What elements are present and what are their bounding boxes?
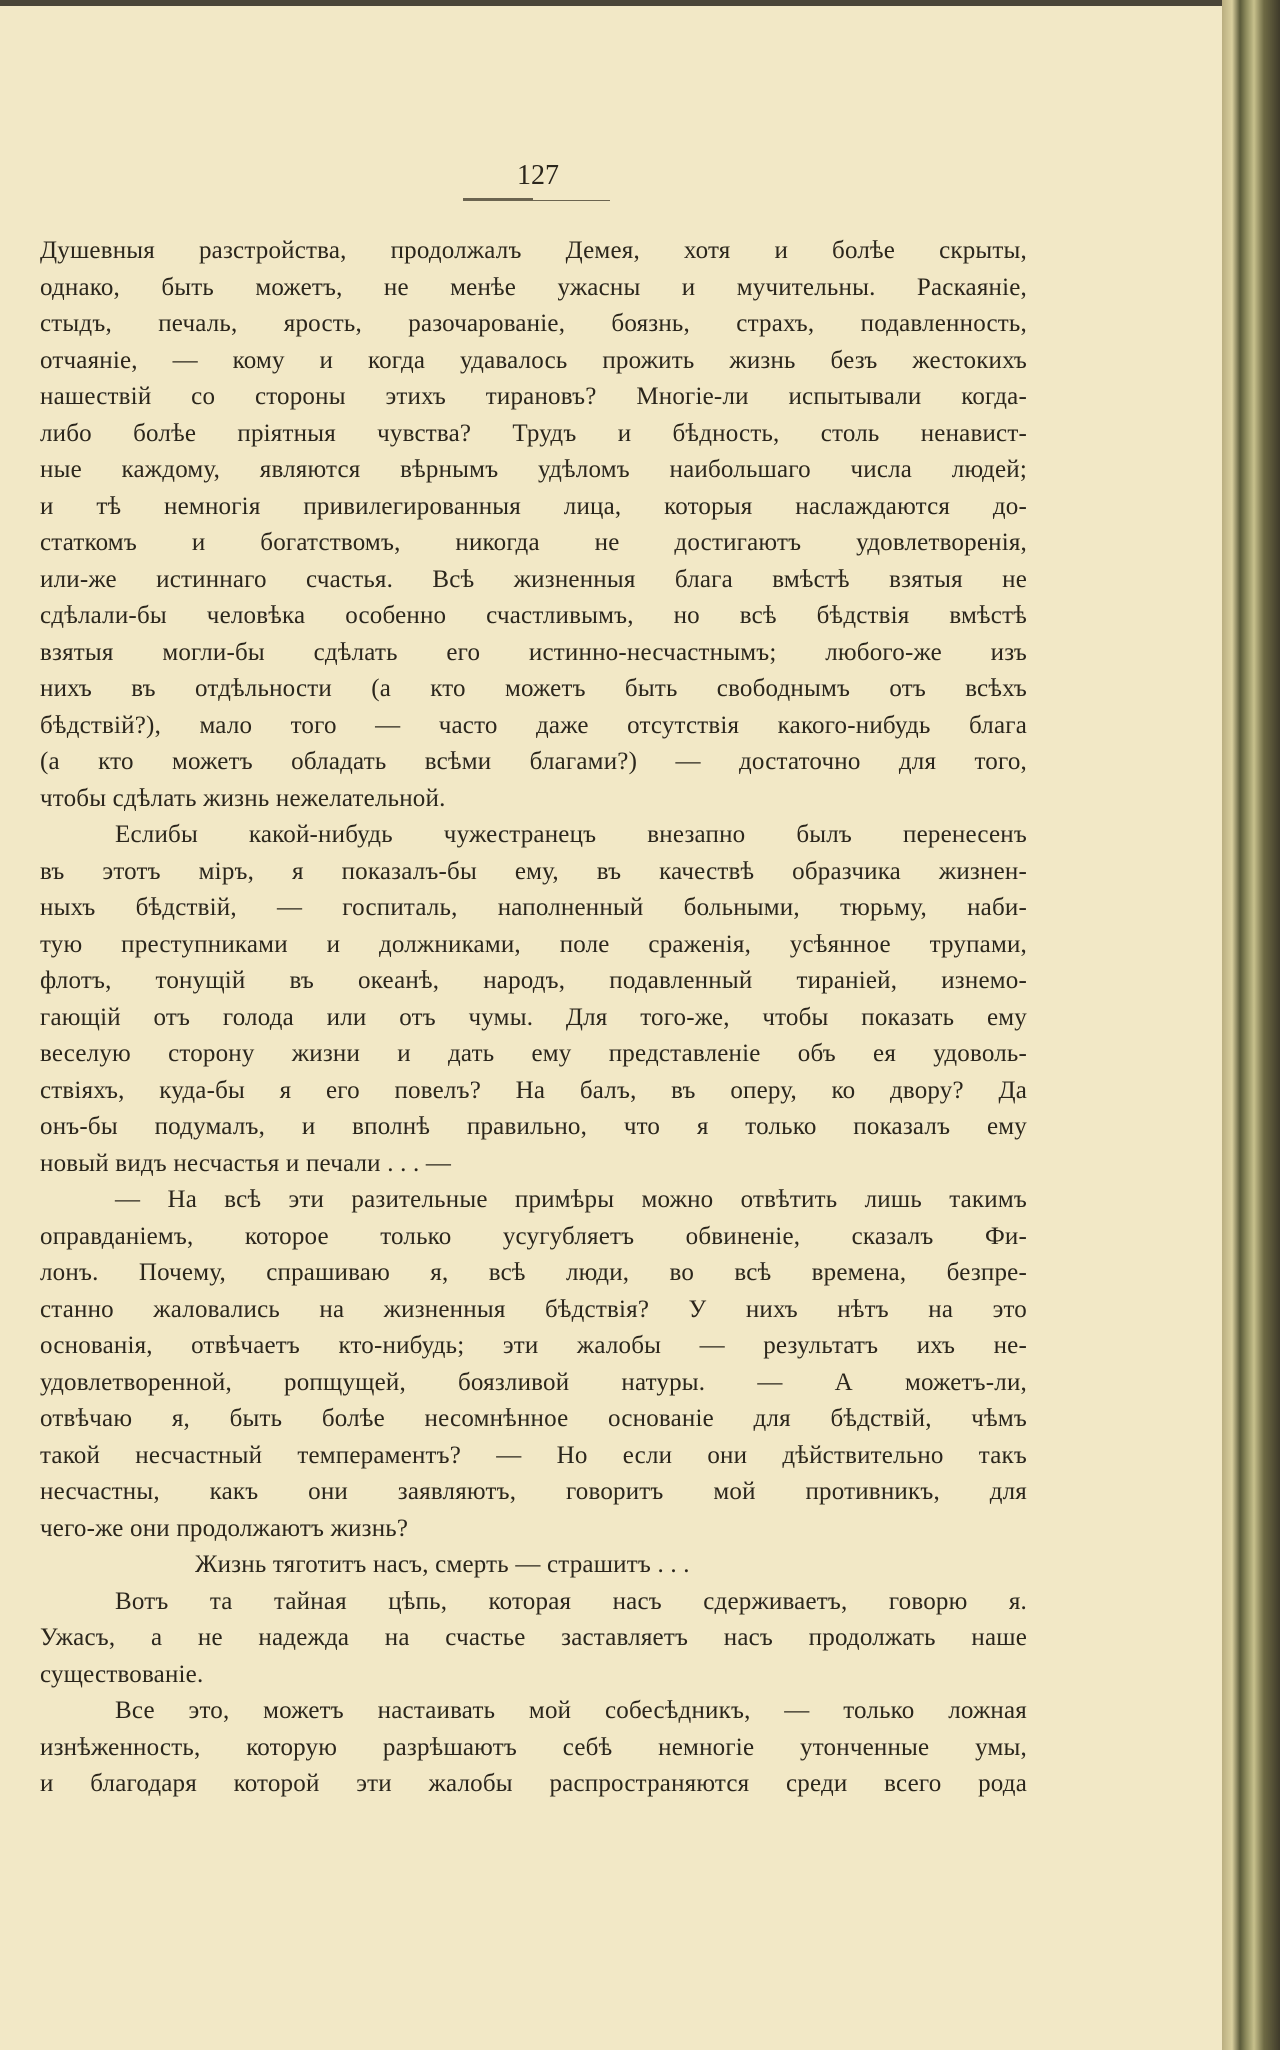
text-line: или-же истиннаго счастья. Всѣ жизненныя блага вмѣстѣ взятыя не [40, 565, 1027, 593]
text-line: бѣдствій?), мало того — часто даже отсутствія какого-нибудь блага [40, 711, 1027, 739]
text-line: Все это, можетъ настаивать мой собесѣдникъ, — только ложная [115, 1697, 1027, 1724]
text-line: несчастны, какъ они заявляютъ, говоритъ мой противникъ, для [40, 1478, 1027, 1505]
text-line: основанія, отвѣчаетъ кто-нибудь; эти жалобы — результатъ ихъ не- [40, 1332, 1027, 1359]
text-line: либо болѣе пріятныя чувства? Трудъ и бѣдность, столь ненавист- [40, 419, 1027, 447]
text-line: флотъ, тонущій въ океанѣ, народъ, подавленный тираніей, изнемо- [40, 967, 1027, 994]
text-line: Еслибы какой-нибудь чужестранецъ внезапно былъ перенесенъ [115, 821, 1027, 848]
text-line: Ужасъ, а не надежда на счастье заставляетъ насъ продолжать наше [40, 1624, 1027, 1651]
text-line: и тѣ немногія привилегированныя лица, которыя наслаждаются до- [40, 492, 1027, 520]
text-line: (а кто можетъ обладать всѣми благами?) — достаточно для того, [40, 748, 1027, 775]
text-line: отчаяніе, — кому и когда удавалось прожить жизнь безъ жестокихъ [40, 346, 1027, 374]
text-line: Вотъ та тайная цѣпь, которая насъ сдерживаетъ, говорю я. [115, 1587, 1027, 1615]
text-line: ныхъ бѣдствій, — госпиталь, наполненный больными, тюрьму, наби- [40, 894, 1027, 921]
page-top-edge [0, 0, 1230, 6]
page-number-rule [463, 200, 610, 201]
text-line: Душевныя разстройства, продолжалъ Демея, хотя и болѣе скрыты, [40, 237, 1027, 264]
text-line: и благодаря которой эти жалобы распространяются среди всего рода [40, 1770, 1027, 1797]
text-line: чего-же они продолжаютъ жизнь? [40, 1514, 409, 1542]
text-line: новый видъ несчастья и печали . . . — [40, 1149, 452, 1177]
text-line: статкомъ и богатствомъ, никогда не достигаютъ удовлетворенія, [40, 529, 1027, 556]
text-line: ные каждому, являются вѣрнымъ удѣломъ наибольшаго числа людей; [40, 456, 1027, 483]
text-line: существованіе. [40, 1660, 204, 1688]
text-line: изнѣженность, которую разрѣшаютъ себѣ немногіе утонченные умы, [40, 1733, 1027, 1761]
text-line: тую преступниками и должниками, поле сраженія, усѣянное трупами, [40, 930, 1027, 958]
text-line: такой несчастный темпераментъ? — Но если они дѣйствительно такъ [40, 1441, 1027, 1469]
text-line: стыдъ, печаль, ярость, разочарованіе, боязнь, страхъ, подавленность, [40, 310, 1027, 337]
text-line: нихъ въ отдѣльности (а кто можетъ быть свободнымъ отъ всѣхъ [40, 675, 1027, 702]
text-line: удовлетворенной, ропщущей, боязливой натуры. — А можетъ-ли, [40, 1368, 1027, 1396]
text-line: сдѣлали-бы человѣка особенно счастливымъ, но всѣ бѣдствія вмѣстѣ [40, 602, 1027, 629]
text-line: въ этотъ міръ, я показалъ-бы ему, въ качествѣ образчика жизнен- [40, 857, 1027, 885]
book-spine-edge [1222, 0, 1280, 2050]
text-line: нашествій со стороны этихъ тирановъ? Многіе-ли испытывали когда- [40, 383, 1027, 410]
text-line: веселую сторону жизни и дать ему представленіе объ ея удоволь- [40, 1040, 1027, 1067]
text-line: гающій отъ голода или отъ чумы. Для того-же, чтобы показать ему [40, 1003, 1027, 1031]
text-line: взятыя могли-бы сдѣлать его истинно-несчастнымъ; любого-же изъ [40, 638, 1027, 666]
text-line: онъ-бы подумалъ, и вполнѣ правильно, что я только показалъ ему [40, 1113, 1027, 1140]
quoted-verse-line: Жизнь тяготитъ насъ, смерть — страшитъ . . . [195, 1551, 690, 1578]
text-line: лонъ. Почему, спрашиваю я, всѣ люди, во всѣ времена, безпре- [40, 1259, 1027, 1286]
page-number: 127 [517, 160, 559, 191]
text-line: ствіяхъ, куда-бы я его повелъ? На балъ, въ оперу, ко двору? Да [40, 1076, 1027, 1104]
body-text [40, 233, 1027, 1803]
text-line: станно жаловались на жизненныя бѣдствія? У нихъ нѣтъ на это [40, 1295, 1027, 1323]
text-line: — На всѣ эти разительные примѣры можно отвѣтить лишь такимъ [115, 1186, 1027, 1213]
text-line: однако, быть можетъ, не менѣе ужасны и мучительны. Раскаяніе, [40, 273, 1027, 301]
text-line: оправданіемъ, которое только усугубляетъ обвиненіе, сказалъ Фи- [40, 1222, 1027, 1250]
text-line: отвѣчаю я, быть болѣе несомнѣнное основаніе для бѣдствій, чѣмъ [40, 1405, 1027, 1432]
text-line: чтобы сдѣлать жизнь нежелательной. [40, 784, 446, 812]
